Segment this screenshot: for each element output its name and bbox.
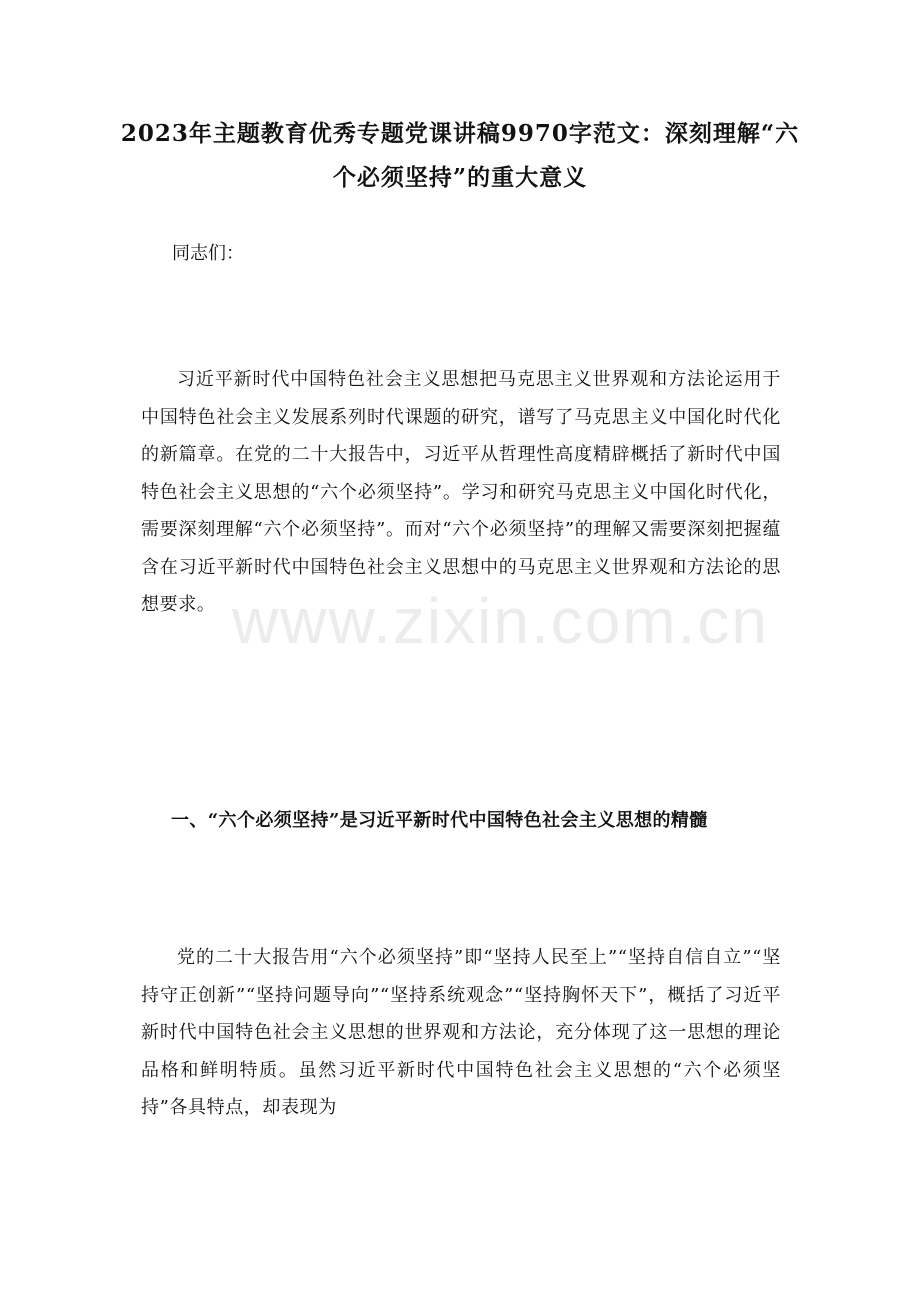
section-heading: 一、“六个必须坚持”是习近平新时代中国特色社会主义思想的精髓 <box>171 810 708 831</box>
paragraph-section-1: 党的二十大报告用“六个必须坚持”即“坚持人民至上”“坚持自信自立”“坚持守正创新”“坚持问题导向”“坚持系统观念”“坚持胸怀天下”，概括了习近平新时代中国特色社会主义思想的世界观和方法论，充分体现了这一思想的理论品格和鲜明特质。虽然习近平新时代中国特色社会主义思想的“六个必须坚持”各具特点，却表现为 <box>141 947 781 1118</box>
document-title: 2023年主题教育优秀专题党课讲稿9970字范文：深刻理解“六个必须坚持”的重大意义 <box>120 120 800 191</box>
watermark: www.zixin.com.cn <box>232 585 769 657</box>
paragraph-intro: 习近平新时代中国特色社会主义思想把马克思主义世界观和方法论运用于中国特色社会主义发展系列时代课题的研究，谱写了马克思主义中国化时代化的新篇章。在党的二十大报告中，习近平从哲理性高度精辟概括了新时代中国特色社会主义思想的“六个必须坚持”。学习和研究马克思主义中国化时代化，需要深刻理解“六个必须坚持”。而对“六个必须坚持”的理解又需要深刻把握蕴含在习近平新时代中国特色社会主义思想中的马克思主义世界观和方法论的思想要求。 <box>141 369 781 615</box>
salutation: 同志们： <box>172 243 244 264</box>
